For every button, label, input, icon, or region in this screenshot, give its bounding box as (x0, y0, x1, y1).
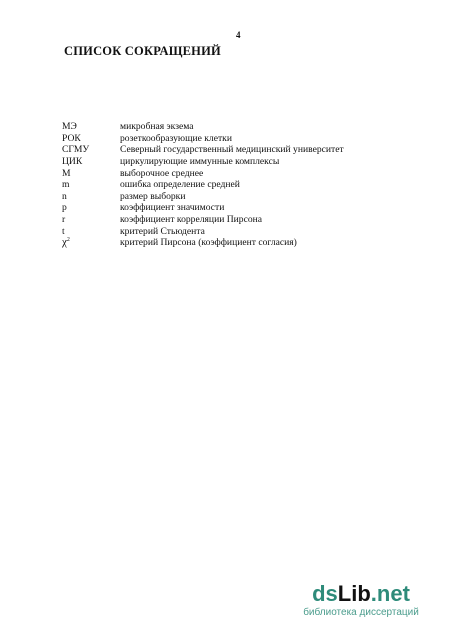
abbreviation-row (62, 144, 382, 156)
dslib-watermark (286, 582, 436, 618)
page-title: СПИСОК СОКРАЩЕНИЙ (64, 44, 221, 58)
dslib-subtitle: библиотека диссертаций (303, 607, 419, 618)
page-number: 4 (236, 30, 241, 40)
abbreviation-definition: циркулирующие иммунные комплексы (120, 156, 280, 168)
abbreviation-row (62, 202, 382, 214)
abbreviation-row (62, 214, 382, 226)
abbreviation-row (62, 167, 382, 179)
abbreviation-term: РОК (62, 132, 81, 144)
abbreviation-term: СГМУ (62, 144, 90, 156)
abbreviation-row (62, 237, 382, 249)
abbreviation-definition: размер выборки (120, 190, 186, 202)
abbreviation-row (62, 179, 382, 191)
abbreviation-term: p (62, 202, 67, 214)
abbreviation-definition: коэффициент значимости (120, 202, 225, 214)
abbreviation-row (62, 133, 382, 145)
abbreviation-definition: коэффициент корреляции Пирсона (120, 214, 263, 226)
abbreviation-term: М (62, 167, 71, 179)
abbreviation-definition: микробная экзема (120, 121, 194, 133)
abbreviation-term: t (62, 225, 65, 237)
abbreviation-term: МЭ (62, 121, 77, 133)
abbreviation-row (62, 156, 382, 168)
superscript: 2 (66, 237, 70, 244)
abbreviation-definition: Северный государственный медицинский университет (120, 144, 344, 156)
abbreviation-term: ЦИК (62, 156, 83, 168)
abbreviation-list (62, 121, 382, 249)
abbreviation-definition: ошибка определение средней (120, 179, 240, 191)
dslib-logo: dsLib.net (312, 581, 410, 606)
abbreviation-term: r (62, 214, 66, 226)
abbreviation-definition: критерий Стьюдента (120, 225, 205, 237)
chi-symbol: χ (62, 236, 67, 249)
abbreviation-row (62, 225, 382, 237)
abbreviation-row (62, 121, 382, 133)
abbreviation-definition: критерий Пирсона (коэффициент согласия) (120, 237, 297, 249)
abbreviation-term: m (62, 179, 70, 191)
abbreviation-definition: розеткообразующие клетки (120, 132, 232, 144)
abbreviation-term: n (62, 190, 67, 202)
abbreviation-term-chi (62, 237, 120, 248)
abbreviation-definition: выборочное среднее (120, 167, 204, 179)
abbreviation-row (62, 191, 382, 203)
